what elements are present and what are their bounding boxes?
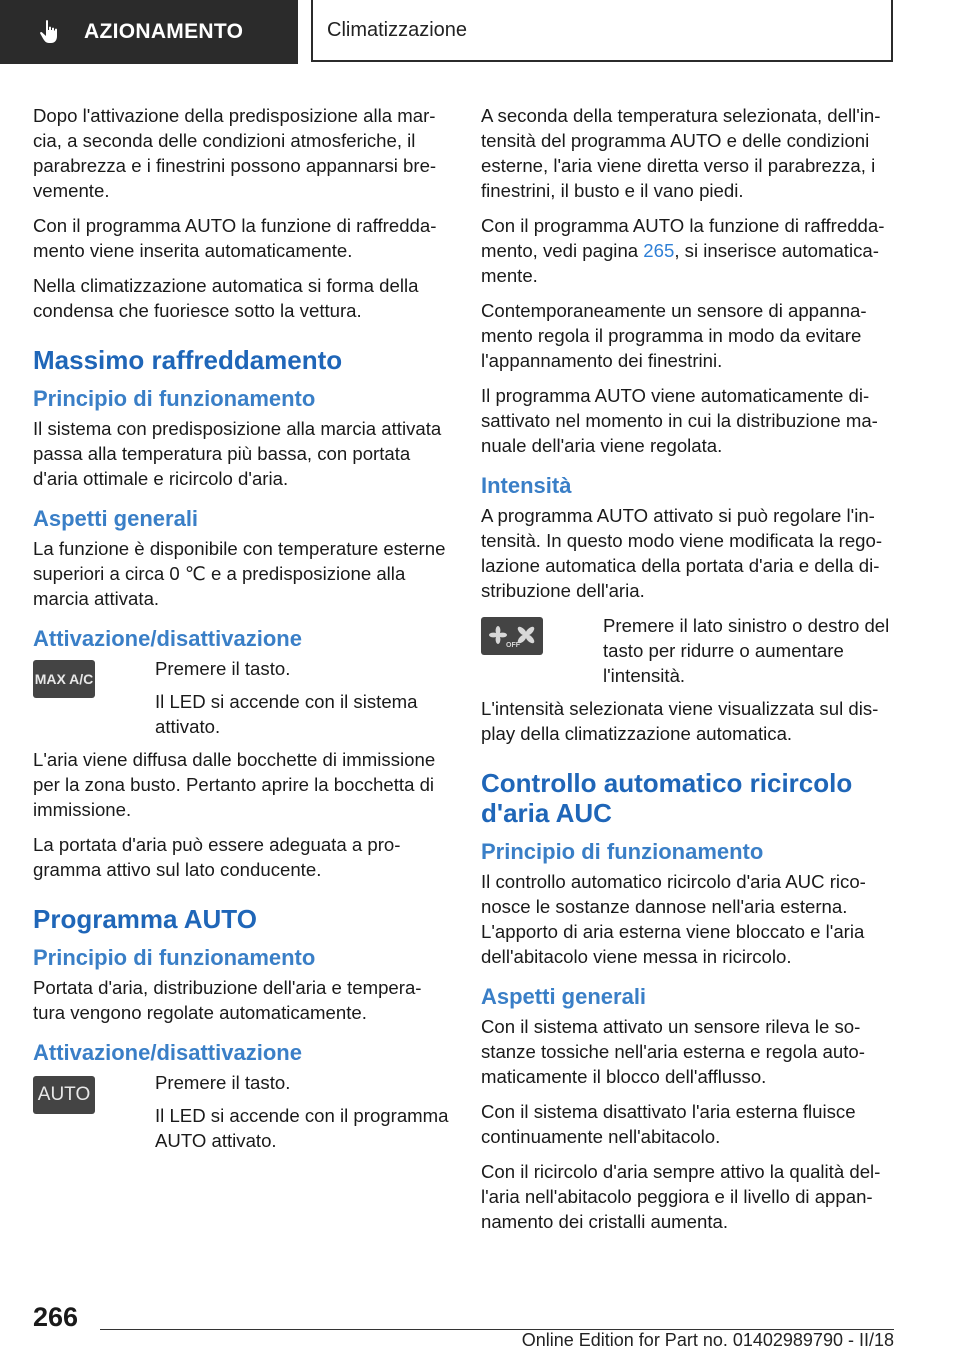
subheading-principio: Principio di funzionamento	[481, 839, 764, 864]
right-column	[481, 103, 899, 1244]
auto-button-image: AUTO	[33, 1076, 95, 1114]
fan-button-image	[481, 617, 543, 655]
fan-icon	[486, 622, 538, 650]
paragraph: Con il programma AUTO la funzione di raffredda‐ mento, vedi pagina 265, si inserisce automatica‐ mente.	[481, 215, 885, 286]
subheading-attivazione: Attivazione/disattivazione	[33, 1040, 302, 1065]
svg-text:OFF: OFF	[506, 642, 520, 649]
paragraph: Con il programma AUTO la funzione di raffredda‐ mento viene inserita automaticamente.	[33, 215, 437, 261]
subheading-principio: Principio di funzionamento	[33, 945, 316, 970]
paragraph: A programma AUTO attivato si può regolare l'in‐ tensità. In questo modo viene modificata la rego‐ lazione automatica della portata d'aria e della di‐ stribuzione dell'aria.	[481, 505, 883, 601]
maxac-button-image: MAX A/C	[33, 660, 95, 698]
subheading-attivazione: Attivazione/disattivazione	[33, 626, 302, 651]
paragraph: Nella climatizzazione automatica si forma della condensa che fuoriesce sotto la vettura.	[33, 275, 419, 321]
maxac-instruction	[33, 656, 449, 739]
paragraph: Portata d'aria, distribuzione dell'aria e tempera‐ tura vengono regolate automaticamente.	[33, 977, 422, 1023]
instruction-text: Premere il lato sinistro o destro del tasto per ridurre o aumentare l'intensità.	[603, 615, 890, 686]
page-number: 266	[33, 1302, 79, 1332]
paragraph: L'aria viene diffusa dalle bocchette di immissione per la zona busto. Pertanto aprire la bocchetta di immissione.	[33, 749, 436, 820]
auto-instruction	[33, 1070, 449, 1153]
paragraph: Contemporaneamente un sensore di appanna‐ mento regola il programma in modo da evitare l'appannamento dei finestrini.	[481, 300, 867, 371]
heading-auc: Controllo automatico ricircolo d'aria AUC	[481, 768, 853, 828]
heading-massimo-raffreddamento: Massimo raffreddamento	[33, 345, 343, 375]
section-title: AZIONAMENTO	[84, 20, 244, 43]
section-tab	[0, 0, 298, 64]
paragraph: Con il ricircolo d'aria sempre attivo la qualità del‐ l'aria nell'abitacolo peggiora e il livello di appan‐ namento dei cristalli aumenta.	[481, 1161, 881, 1232]
paragraph: Con il sistema attivato un sensore rileva le so‐ stanze tossiche nell'aria esterna e regola auto‐ maticamente il blocco dell'afflusso.	[481, 1016, 865, 1087]
paragraph: Il programma AUTO viene automaticamente di‐ sattivato nel momento in cui la distribuzione ma‐ nuale dell'aria viene regolata.	[481, 385, 878, 456]
paragraph: Con il sistema disattivato l'aria esterna fluisce continuamente nell'abitacolo.	[481, 1101, 856, 1147]
instruction-text: Il LED si accende con il sistema attivato.	[155, 691, 418, 737]
subheading-principio: Principio di funzionamento	[33, 386, 316, 411]
fan-instruction	[481, 613, 899, 688]
instruction-text: Premere il tasto.	[155, 658, 291, 679]
paragraph: La funzione è disponibile con temperature esterne superiori a circa 0 ℃ e a predisposizione alla marcia attivata.	[33, 538, 446, 609]
chapter-title: Climatizzazione	[327, 18, 468, 41]
instruction-text: Il LED si accende con il programma AUTO attivato.	[155, 1105, 449, 1151]
left-column	[33, 103, 449, 1161]
paragraph: A seconda della temperatura selezionata, dell'in‐ tensità del programma AUTO e delle condizioni esterne, l'aria viene diretta verso il parabrezza, i finestrini, il busto e il vano piedi.	[481, 105, 881, 201]
paragraph: Il controllo automatico ricircolo d'aria AUC rico‐ nosce le sostanze dannose nell'aria esterna. L'apporto di aria esterna viene bloccato e l'aria dell'abitacolo viene messa in ricircolo.	[481, 871, 866, 967]
paragraph: Dopo l'attivazione della predisposizione alla mar‐ cia, a seconda delle condizioni atmosferiche, il parabrezza e i finestrini possono appannarsi bre‐ vemente.	[33, 105, 437, 201]
heading-programma-auto: Programma AUTO	[33, 904, 257, 934]
instruction-text: Premere il tasto.	[155, 1072, 291, 1093]
subheading-aspetti-generali: Aspetti generali	[33, 506, 199, 531]
paragraph: Il sistema con predisposizione alla marcia attivata passa alla temperatura più bassa, con portata d'aria ottimale e ricircolo d'aria.	[33, 418, 442, 489]
chapter-header	[311, 0, 893, 62]
paragraph: L'intensità selezionata viene visualizzata sul dis‐ play della climatizzazione automatica.	[481, 698, 879, 744]
pointing-hand-icon	[38, 19, 62, 45]
subheading-intensita: Intensità	[481, 473, 572, 498]
page-link[interactable]: 265	[643, 240, 675, 261]
edition-text: Online Edition for Part no. 01402989790 - II/18	[521, 1330, 894, 1350]
subheading-aspetti-generali: Aspetti generali	[481, 984, 647, 1009]
paragraph: La portata d'aria può essere adeguata a pro‐ gramma attivo sul lato conducente.	[33, 834, 401, 880]
